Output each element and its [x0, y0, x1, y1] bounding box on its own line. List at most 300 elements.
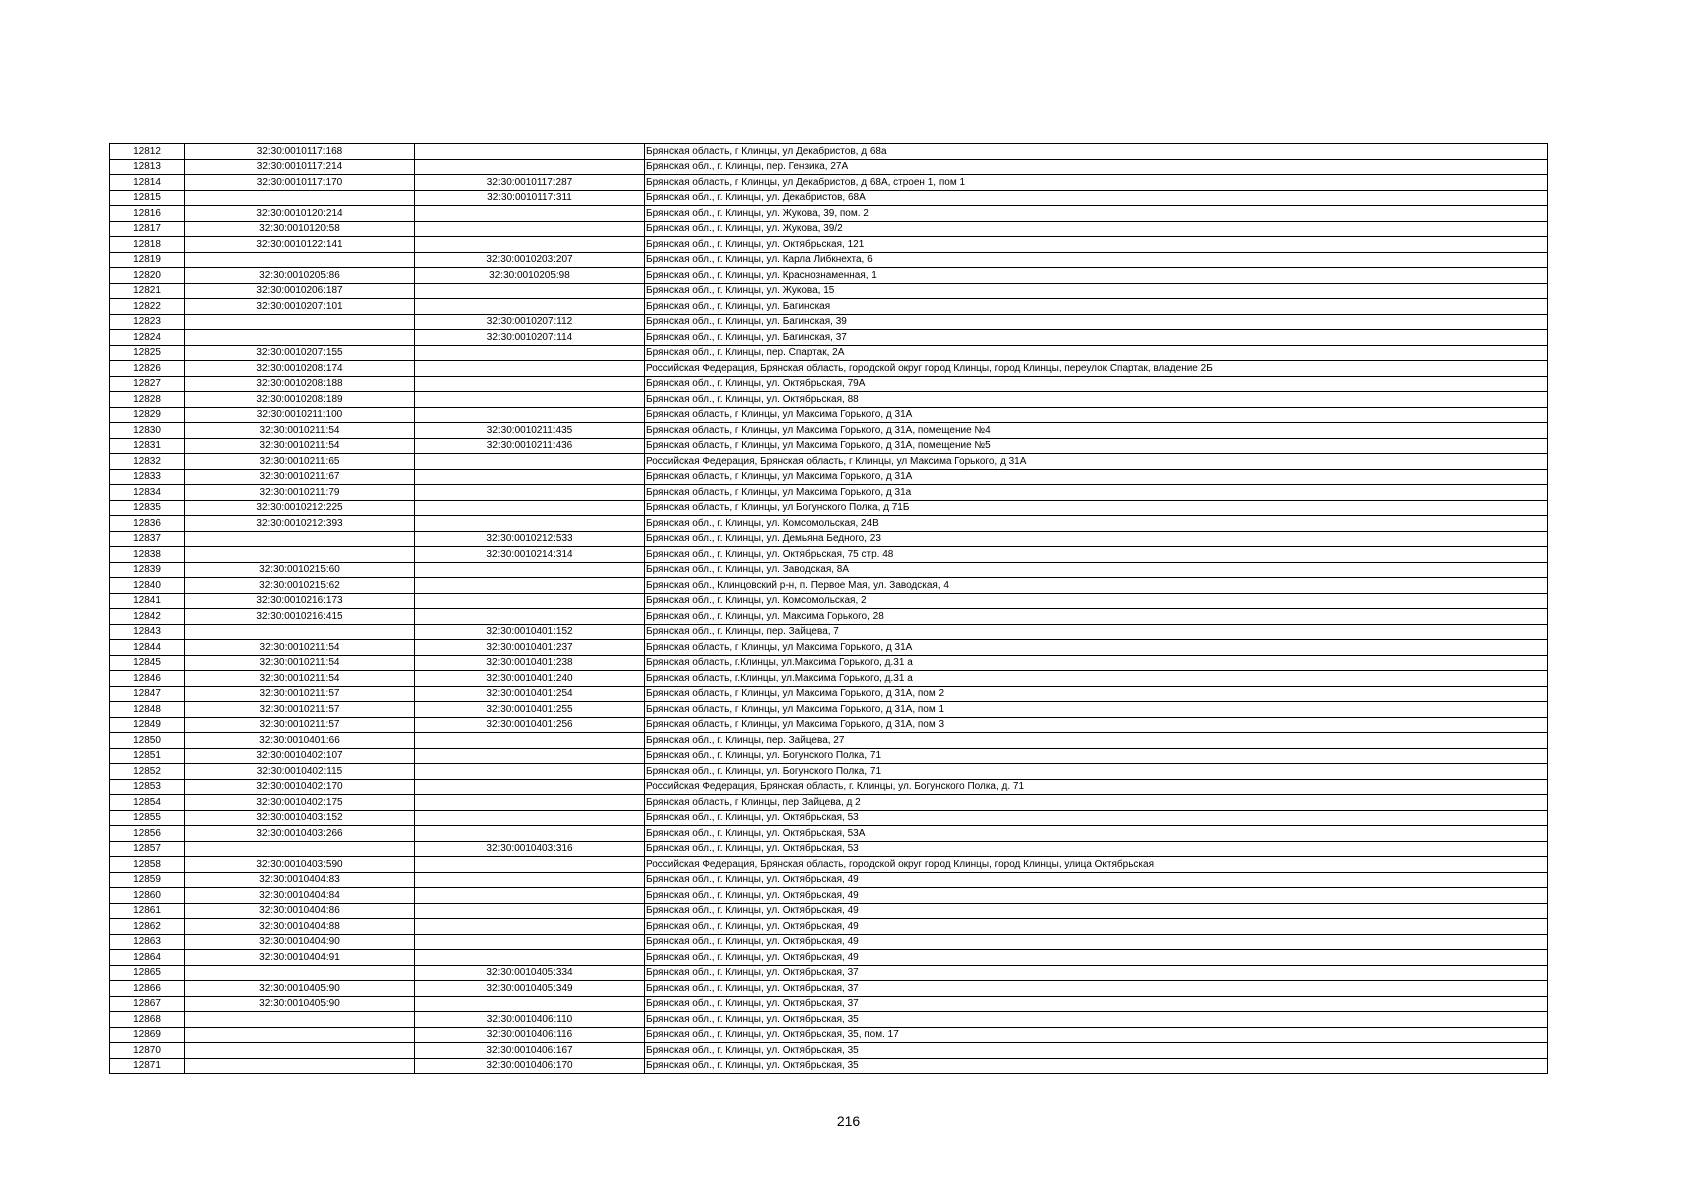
cadastral-number-cell: 32:30:0010403:266: [185, 826, 415, 842]
address-cell: Брянская обл., г. Клинцы, ул. Багинская, 37: [645, 330, 1548, 346]
row-number-cell: 12830: [110, 423, 185, 439]
table-row: [110, 423, 1548, 439]
related-cadastral-number-cell: [415, 206, 645, 222]
table-row: [110, 268, 1548, 284]
cadastral-number-cell: 32:30:0010404:91: [185, 950, 415, 966]
table-row: [110, 733, 1548, 749]
cadastral-number-cell: [185, 547, 415, 563]
row-number-cell: 12837: [110, 531, 185, 547]
row-number-cell: 12859: [110, 872, 185, 888]
table-row: [110, 159, 1548, 175]
address-cell: Брянская обл., г. Клинцы, ул. Комсомольская, 2: [645, 593, 1548, 609]
row-number-cell: 12814: [110, 175, 185, 191]
row-number-cell: 12816: [110, 206, 185, 222]
row-number-cell: 12843: [110, 624, 185, 640]
related-cadastral-number-cell: [415, 795, 645, 811]
cadastral-number-cell: 32:30:0010207:155: [185, 345, 415, 361]
table-row: [110, 485, 1548, 501]
cadastral-number-cell: 32:30:0010403:590: [185, 857, 415, 873]
related-cadastral-number-cell: [415, 407, 645, 423]
row-number-cell: 12834: [110, 485, 185, 501]
row-number-cell: 12833: [110, 469, 185, 485]
related-cadastral-number-cell: 32:30:0010401:152: [415, 624, 645, 640]
address-cell: Брянская область, г Клинцы, пер Зайцева, д 2: [645, 795, 1548, 811]
related-cadastral-number-cell: 32:30:0010406:167: [415, 1043, 645, 1059]
row-number-cell: 12844: [110, 640, 185, 656]
cadastral-number-cell: 32:30:0010207:101: [185, 299, 415, 315]
table-row: [110, 764, 1548, 780]
table-row: [110, 609, 1548, 625]
row-number-cell: 12865: [110, 965, 185, 981]
related-cadastral-number-cell: [415, 221, 645, 237]
cadastral-number-cell: 32:30:0010404:90: [185, 934, 415, 950]
related-cadastral-number-cell: [415, 299, 645, 315]
cadastral-number-cell: 32:30:0010211:67: [185, 469, 415, 485]
cadastral-number-cell: 32:30:0010211:57: [185, 717, 415, 733]
related-cadastral-number-cell: [415, 283, 645, 299]
table-row: [110, 283, 1548, 299]
table-row: [110, 826, 1548, 842]
related-cadastral-number-cell: 32:30:0010211:435: [415, 423, 645, 439]
related-cadastral-number-cell: 32:30:0010401:237: [415, 640, 645, 656]
table-row: [110, 330, 1548, 346]
related-cadastral-number-cell: [415, 810, 645, 826]
address-cell: Брянская обл., г. Клинцы, ул. Октябрьская, 35: [645, 1043, 1548, 1059]
cadastral-number-cell: [185, 252, 415, 268]
related-cadastral-number-cell: [415, 857, 645, 873]
cadastral-number-cell: [185, 965, 415, 981]
address-cell: Брянская обл., г. Клинцы, ул. Жукова, 39, пом. 2: [645, 206, 1548, 222]
related-cadastral-number-cell: [415, 159, 645, 175]
table-row: [110, 624, 1548, 640]
table-row: [110, 888, 1548, 904]
address-cell: Брянская обл., г. Клинцы, ул. Октябрьская, 37: [645, 981, 1548, 997]
row-number-cell: 12848: [110, 702, 185, 718]
row-number-cell: 12856: [110, 826, 185, 842]
address-cell: Брянская обл., г. Клинцы, пер. Зайцева, 27: [645, 733, 1548, 749]
cadastral-number-cell: 32:30:0010404:83: [185, 872, 415, 888]
address-cell: Брянская обл., г. Клинцы, пер. Гензика, 27А: [645, 159, 1548, 175]
cadastral-number-cell: [185, 624, 415, 640]
row-number-cell: 12813: [110, 159, 185, 175]
related-cadastral-number-cell: [415, 903, 645, 919]
address-cell: Брянская область, г Клинцы, ул Максима Горького, д 31А, помещение №4: [645, 423, 1548, 439]
cadastral-number-cell: 32:30:0010404:84: [185, 888, 415, 904]
row-number-cell: 12868: [110, 1012, 185, 1028]
table-row: [110, 190, 1548, 206]
row-number-cell: 12852: [110, 764, 185, 780]
address-cell: Брянская область, г Клинцы, ул Максима Горького, д 31А: [645, 407, 1548, 423]
table-row: [110, 950, 1548, 966]
table-row: [110, 299, 1548, 315]
table-row: [110, 748, 1548, 764]
row-number-cell: 12838: [110, 547, 185, 563]
table-row: [110, 919, 1548, 935]
address-cell: Брянская область, г Клинцы, ул Декабристов, д 68а: [645, 144, 1548, 160]
row-number-cell: 12842: [110, 609, 185, 625]
address-cell: Российская Федерация, Брянская область, г Клинцы, ул Максима Горького, д 31А: [645, 454, 1548, 470]
row-number-cell: 12823: [110, 314, 185, 330]
table-row: [110, 469, 1548, 485]
cadastral-number-cell: 32:30:0010215:62: [185, 578, 415, 594]
related-cadastral-number-cell: [415, 779, 645, 795]
address-cell: Брянская обл., г. Клинцы, ул. Максима Горького, 28: [645, 609, 1548, 625]
cadastral-number-cell: 32:30:0010120:58: [185, 221, 415, 237]
table-row: [110, 903, 1548, 919]
related-cadastral-number-cell: [415, 562, 645, 578]
related-cadastral-number-cell: 32:30:0010406:110: [415, 1012, 645, 1028]
address-cell: Брянская обл., г. Клинцы, ул. Октябрьская, 37: [645, 965, 1548, 981]
table-row: [110, 1043, 1548, 1059]
table-row: [110, 438, 1548, 454]
related-cadastral-number-cell: [415, 345, 645, 361]
address-cell: Брянская область, г.Клинцы, ул.Максима Горького, д.31 а: [645, 671, 1548, 687]
address-cell: Брянская обл., г. Клинцы, ул. Жукова, 15: [645, 283, 1548, 299]
table-row: [110, 531, 1548, 547]
related-cadastral-number-cell: 32:30:0010211:436: [415, 438, 645, 454]
row-number-cell: 12841: [110, 593, 185, 609]
related-cadastral-number-cell: [415, 996, 645, 1012]
table-row: [110, 1012, 1548, 1028]
row-number-cell: 12851: [110, 748, 185, 764]
cadastral-number-cell: 32:30:0010208:188: [185, 376, 415, 392]
row-number-cell: 12832: [110, 454, 185, 470]
row-number-cell: 12863: [110, 934, 185, 950]
address-cell: Брянская обл., г. Клинцы, ул. Октябрьская, 88: [645, 392, 1548, 408]
table-row: [110, 500, 1548, 516]
table-row: [110, 593, 1548, 609]
cadastral-number-cell: 32:30:0010405:90: [185, 996, 415, 1012]
related-cadastral-number-cell: 32:30:0010401:240: [415, 671, 645, 687]
row-number-cell: 12846: [110, 671, 185, 687]
table-row: [110, 981, 1548, 997]
address-cell: Брянская область, г Клинцы, ул Максима Горького, д 31А, пом 3: [645, 717, 1548, 733]
related-cadastral-number-cell: 32:30:0010205:98: [415, 268, 645, 284]
table-row: [110, 795, 1548, 811]
cadastral-number-cell: 32:30:0010211:65: [185, 454, 415, 470]
table-row: [110, 934, 1548, 950]
address-cell: Российская Федерация, Брянская область, городской округ город Клинцы, город Клинцы, переулок Спартак, владение 2Б: [645, 361, 1548, 377]
address-cell: Брянская область, г.Клинцы, ул.Максима Горького, д.31 а: [645, 655, 1548, 671]
table-row: [110, 996, 1548, 1012]
row-number-cell: 12869: [110, 1027, 185, 1043]
table-row: [110, 562, 1548, 578]
cadastral-number-cell: 32:30:0010404:88: [185, 919, 415, 935]
related-cadastral-number-cell: [415, 919, 645, 935]
row-number-cell: 12867: [110, 996, 185, 1012]
related-cadastral-number-cell: [415, 578, 645, 594]
address-cell: Брянская обл., г. Клинцы, ул. Октябрьская, 35, пом. 17: [645, 1027, 1548, 1043]
table-row: [110, 640, 1548, 656]
row-number-cell: 12861: [110, 903, 185, 919]
address-cell: Брянская обл., г. Клинцы, ул. Октябрьская, 35: [645, 1012, 1548, 1028]
cadastral-number-cell: 32:30:0010122:141: [185, 237, 415, 253]
cadastral-number-cell: [185, 330, 415, 346]
row-number-cell: 12866: [110, 981, 185, 997]
cadastral-number-cell: [185, 1058, 415, 1074]
related-cadastral-number-cell: [415, 888, 645, 904]
cadastral-number-cell: 32:30:0010211:54: [185, 423, 415, 439]
table-row: [110, 221, 1548, 237]
cadastral-number-cell: 32:30:0010401:66: [185, 733, 415, 749]
cadastral-number-cell: [185, 314, 415, 330]
registry-table-container: [109, 143, 1547, 1074]
related-cadastral-number-cell: [415, 593, 645, 609]
address-cell: Брянская обл., г. Клинцы, ул. Октябрьская, 49: [645, 872, 1548, 888]
row-number-cell: 12849: [110, 717, 185, 733]
address-cell: Российская Федерация, Брянская область, городской округ город Клинцы, город Клинцы, улица Октябрьская: [645, 857, 1548, 873]
row-number-cell: 12850: [110, 733, 185, 749]
related-cadastral-number-cell: [415, 950, 645, 966]
address-cell: Брянская область, г Клинцы, ул Богунского Полка, д 71Б: [645, 500, 1548, 516]
related-cadastral-number-cell: [415, 826, 645, 842]
table-row: [110, 686, 1548, 702]
address-cell: Брянская обл., г. Клинцы, ул. Карла Либкнехта, 6: [645, 252, 1548, 268]
row-number-cell: 12836: [110, 516, 185, 532]
row-number-cell: 12812: [110, 144, 185, 160]
cadastral-number-cell: 32:30:0010212:225: [185, 500, 415, 516]
address-cell: Брянская обл., г. Клинцы, ул. Багинская: [645, 299, 1548, 315]
cadastral-number-cell: 32:30:0010402:115: [185, 764, 415, 780]
cadastral-number-cell: 32:30:0010402:170: [185, 779, 415, 795]
cadastral-number-cell: 32:30:0010117:168: [185, 144, 415, 160]
table-row: [110, 547, 1548, 563]
cadastral-number-cell: 32:30:0010216:173: [185, 593, 415, 609]
related-cadastral-number-cell: 32:30:0010207:112: [415, 314, 645, 330]
cadastral-number-cell: 32:30:0010208:189: [185, 392, 415, 408]
row-number-cell: 12835: [110, 500, 185, 516]
related-cadastral-number-cell: 32:30:0010203:207: [415, 252, 645, 268]
address-cell: Брянская обл., г. Клинцы, ул. Заводская, 8А: [645, 562, 1548, 578]
row-number-cell: 12860: [110, 888, 185, 904]
related-cadastral-number-cell: [415, 392, 645, 408]
cadastral-number-cell: 32:30:0010211:54: [185, 438, 415, 454]
cadastral-number-cell: 32:30:0010211:79: [185, 485, 415, 501]
related-cadastral-number-cell: [415, 516, 645, 532]
address-cell: Брянская обл., г. Клинцы, ул. Октябрьская, 53А: [645, 826, 1548, 842]
related-cadastral-number-cell: [415, 934, 645, 950]
cadastral-number-cell: 32:30:0010206:187: [185, 283, 415, 299]
related-cadastral-number-cell: 32:30:0010117:311: [415, 190, 645, 206]
related-cadastral-number-cell: [415, 144, 645, 160]
address-cell: Брянская обл., г. Клинцы, пер. Зайцева, 7: [645, 624, 1548, 640]
address-cell: Брянская обл., г. Клинцы, ул. Багинская, 39: [645, 314, 1548, 330]
row-number-cell: 12845: [110, 655, 185, 671]
row-number-cell: 12829: [110, 407, 185, 423]
cadastral-number-cell: 32:30:0010212:393: [185, 516, 415, 532]
related-cadastral-number-cell: [415, 609, 645, 625]
row-number-cell: 12817: [110, 221, 185, 237]
address-cell: Брянская обл., г. Клинцы, ул. Жукова, 39/2: [645, 221, 1548, 237]
table-row: [110, 965, 1548, 981]
row-number-cell: 12864: [110, 950, 185, 966]
table-row: [110, 671, 1548, 687]
table-row: [110, 407, 1548, 423]
table-row: [110, 314, 1548, 330]
cadastral-number-cell: 32:30:0010402:107: [185, 748, 415, 764]
cadastral-number-cell: 32:30:0010211:54: [185, 671, 415, 687]
address-cell: Брянская обл., г. Клинцы, ул. Богунского Полка, 71: [645, 748, 1548, 764]
cadastral-number-cell: 32:30:0010120:214: [185, 206, 415, 222]
row-number-cell: 12831: [110, 438, 185, 454]
table-row: [110, 1027, 1548, 1043]
cadastral-number-cell: [185, 1027, 415, 1043]
table-row: [110, 252, 1548, 268]
related-cadastral-number-cell: 32:30:0010401:238: [415, 655, 645, 671]
table-row: [110, 1058, 1548, 1074]
address-cell: Брянская обл., г. Клинцы, ул. Октябрьская, 79А: [645, 376, 1548, 392]
address-cell: Брянская обл., г. Клинцы, ул. Комсомольская, 24В: [645, 516, 1548, 532]
row-number-cell: 12819: [110, 252, 185, 268]
related-cadastral-number-cell: 32:30:0010401:256: [415, 717, 645, 733]
registry-table: [109, 143, 1548, 1074]
table-row: [110, 655, 1548, 671]
address-cell: Брянская область, г Клинцы, ул Максима Горького, д 31А, пом 2: [645, 686, 1548, 702]
table-row: [110, 810, 1548, 826]
cadastral-number-cell: [185, 841, 415, 857]
row-number-cell: 12854: [110, 795, 185, 811]
table-row: [110, 206, 1548, 222]
table-row: [110, 361, 1548, 377]
row-number-cell: 12858: [110, 857, 185, 873]
row-number-cell: 12825: [110, 345, 185, 361]
related-cadastral-number-cell: [415, 872, 645, 888]
related-cadastral-number-cell: [415, 376, 645, 392]
row-number-cell: 12828: [110, 392, 185, 408]
related-cadastral-number-cell: [415, 500, 645, 516]
row-number-cell: 12840: [110, 578, 185, 594]
related-cadastral-number-cell: [415, 469, 645, 485]
related-cadastral-number-cell: 32:30:0010401:255: [415, 702, 645, 718]
related-cadastral-number-cell: 32:30:0010214:314: [415, 547, 645, 563]
related-cadastral-number-cell: [415, 748, 645, 764]
related-cadastral-number-cell: 32:30:0010405:349: [415, 981, 645, 997]
address-cell: Брянская обл., г. Клинцы, ул. Октябрьская, 49: [645, 950, 1548, 966]
cadastral-number-cell: 32:30:0010216:415: [185, 609, 415, 625]
cadastral-number-cell: 32:30:0010117:170: [185, 175, 415, 191]
related-cadastral-number-cell: 32:30:0010117:287: [415, 175, 645, 191]
table-row: [110, 516, 1548, 532]
address-cell: Брянская область, г Клинцы, ул Максима Горького, д 31а: [645, 485, 1548, 501]
related-cadastral-number-cell: [415, 485, 645, 501]
address-cell: Брянская обл., г. Клинцы, ул. Октябрьская, 37: [645, 996, 1548, 1012]
related-cadastral-number-cell: 32:30:0010212:533: [415, 531, 645, 547]
address-cell: Брянская обл., г. Клинцы, ул. Октябрьская, 53: [645, 810, 1548, 826]
table-row: [110, 717, 1548, 733]
address-cell: Брянская обл., г. Клинцы, пер. Спартак, 2А: [645, 345, 1548, 361]
row-number-cell: 12818: [110, 237, 185, 253]
related-cadastral-number-cell: 32:30:0010405:334: [415, 965, 645, 981]
cadastral-number-cell: 32:30:0010211:57: [185, 702, 415, 718]
address-cell: Брянская обл., г. Клинцы, ул. Декабристов, 68А: [645, 190, 1548, 206]
cadastral-number-cell: 32:30:0010404:86: [185, 903, 415, 919]
cadastral-number-cell: 32:30:0010405:90: [185, 981, 415, 997]
row-number-cell: 12821: [110, 283, 185, 299]
related-cadastral-number-cell: 32:30:0010403:316: [415, 841, 645, 857]
related-cadastral-number-cell: 32:30:0010207:114: [415, 330, 645, 346]
table-row: [110, 702, 1548, 718]
address-cell: Брянская обл., г. Клинцы, ул. Октябрьская, 53: [645, 841, 1548, 857]
related-cadastral-number-cell: 32:30:0010401:254: [415, 686, 645, 702]
table-row: [110, 376, 1548, 392]
address-cell: Брянская область, г Клинцы, ул Декабристов, д 68А, строен 1, пом 1: [645, 175, 1548, 191]
row-number-cell: 12847: [110, 686, 185, 702]
related-cadastral-number-cell: [415, 733, 645, 749]
row-number-cell: 12862: [110, 919, 185, 935]
related-cadastral-number-cell: [415, 454, 645, 470]
address-cell: Брянская обл., г. Клинцы, ул. Октябрьская, 49: [645, 919, 1548, 935]
row-number-cell: 12870: [110, 1043, 185, 1059]
cadastral-number-cell: 32:30:0010215:60: [185, 562, 415, 578]
table-row: [110, 578, 1548, 594]
registry-table-body: [110, 144, 1548, 1074]
row-number-cell: 12822: [110, 299, 185, 315]
cadastral-number-cell: 32:30:0010117:214: [185, 159, 415, 175]
cadastral-number-cell: 32:30:0010211:100: [185, 407, 415, 423]
address-cell: Брянская обл., г. Клинцы, ул. Октябрьская, 49: [645, 934, 1548, 950]
table-row: [110, 175, 1548, 191]
row-number-cell: 12839: [110, 562, 185, 578]
table-row: [110, 841, 1548, 857]
address-cell: Брянская обл., г. Клинцы, ул. Октябрьская, 121: [645, 237, 1548, 253]
cadastral-number-cell: 32:30:0010211:54: [185, 640, 415, 656]
cadastral-number-cell: 32:30:0010403:152: [185, 810, 415, 826]
address-cell: Брянская обл., г. Клинцы, ул. Октябрьская, 75 стр. 48: [645, 547, 1548, 563]
address-cell: Брянская обл., г. Клинцы, ул. Октябрьская, 35: [645, 1058, 1548, 1074]
row-number-cell: 12826: [110, 361, 185, 377]
cadastral-number-cell: [185, 1012, 415, 1028]
address-cell: Брянская обл., г. Клинцы, ул. Демьяна Бедного, 23: [645, 531, 1548, 547]
row-number-cell: 12853: [110, 779, 185, 795]
table-row: [110, 392, 1548, 408]
address-cell: Российская Федерация, Брянская область, г. Клинцы, ул. Богунского Полка, д. 71: [645, 779, 1548, 795]
table-row: [110, 872, 1548, 888]
related-cadastral-number-cell: 32:30:0010406:116: [415, 1027, 645, 1043]
address-cell: Брянская обл., г. Клинцы, ул. Краснознаменная, 1: [645, 268, 1548, 284]
address-cell: Брянская обл., Клинцовский р-н, п. Первое Мая, ул. Заводская, 4: [645, 578, 1548, 594]
cadastral-number-cell: [185, 531, 415, 547]
related-cadastral-number-cell: [415, 361, 645, 377]
table-row: [110, 454, 1548, 470]
address-cell: Брянская область, г Клинцы, ул Максима Горького, д 31А: [645, 469, 1548, 485]
address-cell: Брянская область, г Клинцы, ул Максима Горького, д 31А, пом 1: [645, 702, 1548, 718]
cadastral-number-cell: 32:30:0010205:86: [185, 268, 415, 284]
address-cell: Брянская область, г Клинцы, ул Максима Горького, д 31А, помещение №5: [645, 438, 1548, 454]
table-row: [110, 779, 1548, 795]
address-cell: Брянская обл., г. Клинцы, ул. Богунского Полка, 71: [645, 764, 1548, 780]
related-cadastral-number-cell: [415, 237, 645, 253]
cadastral-number-cell: [185, 1043, 415, 1059]
row-number-cell: 12857: [110, 841, 185, 857]
table-row: [110, 857, 1548, 873]
address-cell: Брянская область, г Клинцы, ул Максима Горького, д 31А: [645, 640, 1548, 656]
row-number-cell: 12820: [110, 268, 185, 284]
row-number-cell: 12824: [110, 330, 185, 346]
address-cell: Брянская обл., г. Клинцы, ул. Октябрьская, 49: [645, 903, 1548, 919]
cadastral-number-cell: [185, 190, 415, 206]
row-number-cell: 12815: [110, 190, 185, 206]
cadastral-number-cell: 32:30:0010211:54: [185, 655, 415, 671]
address-cell: Брянская обл., г. Клинцы, ул. Октябрьская, 49: [645, 888, 1548, 904]
row-number-cell: 12827: [110, 376, 185, 392]
cadastral-number-cell: 32:30:0010211:57: [185, 686, 415, 702]
row-number-cell: 12855: [110, 810, 185, 826]
table-row: [110, 237, 1548, 253]
page-number: 216: [836, 1113, 861, 1129]
table-row: [110, 144, 1548, 160]
cadastral-number-cell: 32:30:0010208:174: [185, 361, 415, 377]
related-cadastral-number-cell: [415, 764, 645, 780]
